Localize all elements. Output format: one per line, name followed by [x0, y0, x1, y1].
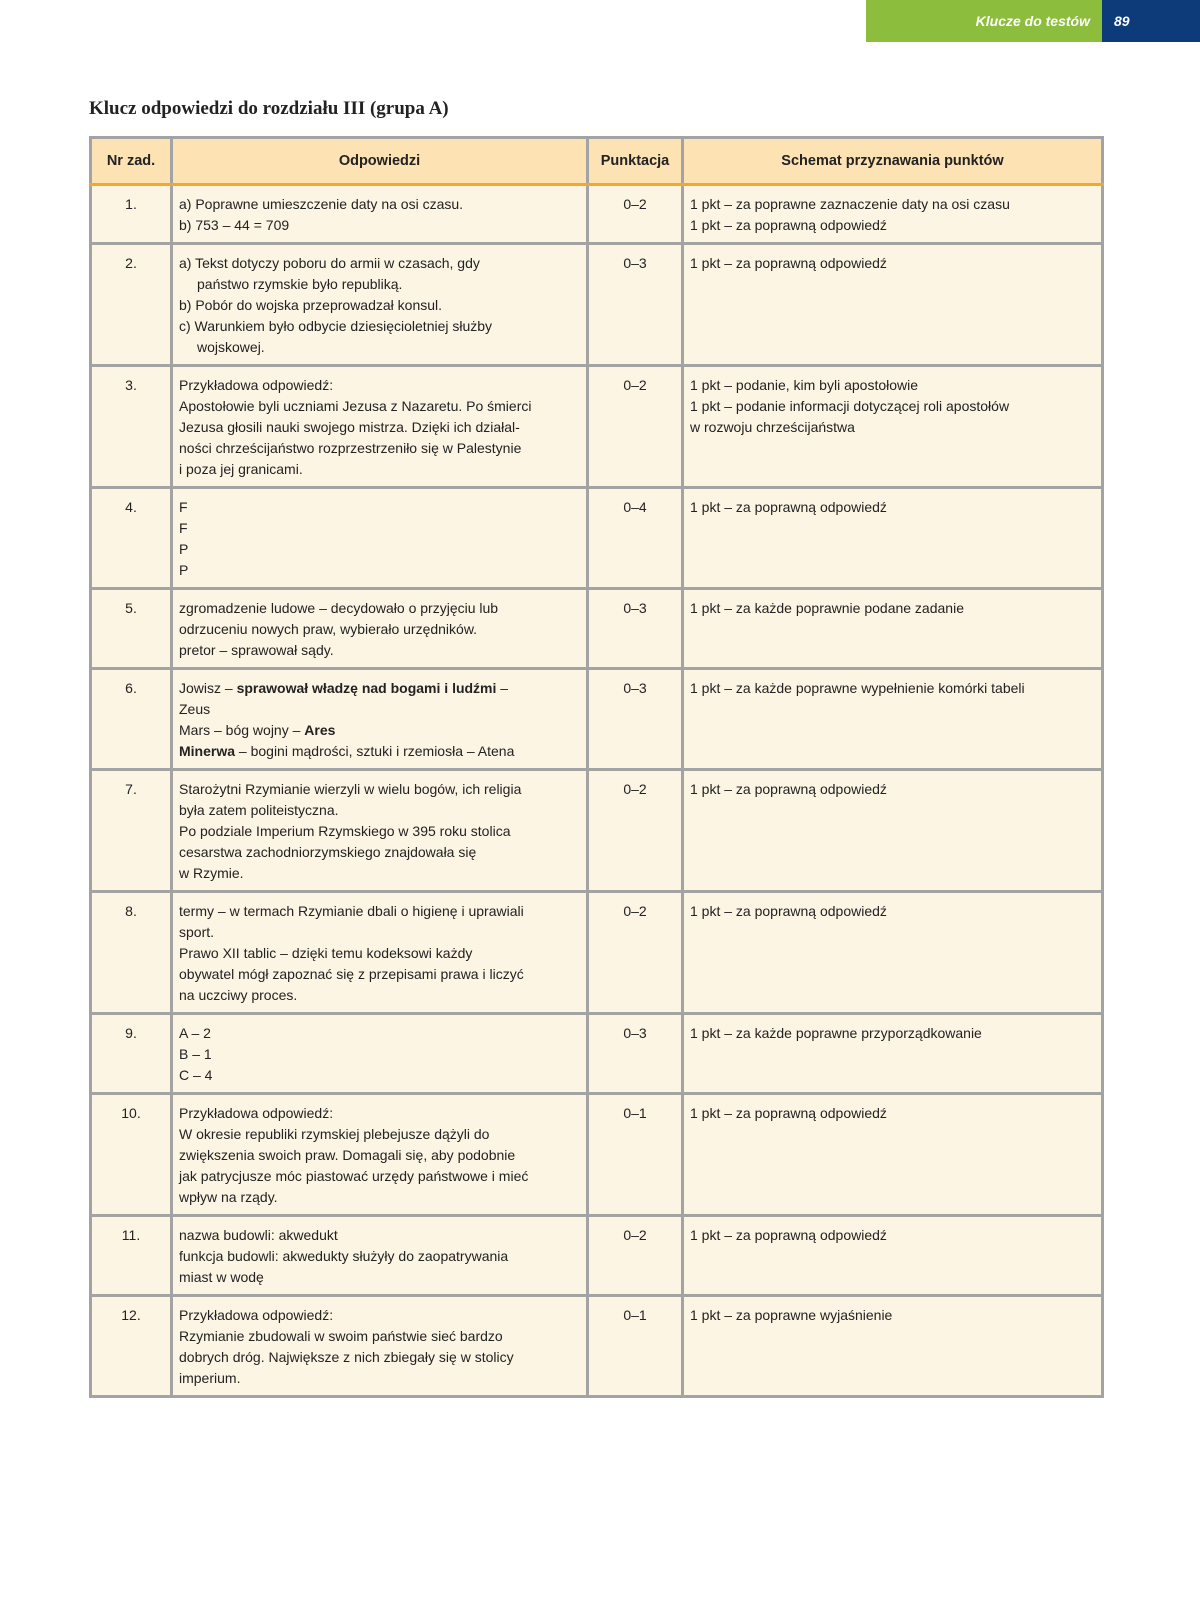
table-row	[91, 488, 1103, 589]
answer-line: C – 4	[179, 1067, 213, 1083]
scoring-cell	[683, 1296, 1103, 1397]
points-range: 0–3	[588, 244, 683, 366]
answer-cell	[172, 1216, 588, 1296]
answer-cell	[172, 366, 588, 488]
answer-line: Przykładowa odpowiedź:	[179, 1105, 334, 1121]
answer-line: P	[179, 562, 189, 578]
answer-line: F	[179, 520, 188, 536]
answer-cell	[172, 892, 588, 1014]
answer-line: wojskowej.	[197, 339, 265, 355]
answer-line: b) 753 – 44 = 709	[179, 217, 290, 233]
points-range: 0–2	[588, 892, 683, 1014]
task-number: 7.	[91, 770, 172, 892]
scoring-cell	[683, 366, 1103, 488]
scoring-cell	[683, 1094, 1103, 1216]
answer-line: Prawo XII tablic – dzięki temu kodeksowi każdy	[179, 945, 473, 961]
answer-line: jak patrycjusze móc piastować urzędy państwowe i mieć	[179, 1168, 529, 1184]
answer-line: Rzymianie zbudowali w swoim państwie sieć bardzo	[179, 1328, 503, 1344]
scoring-line: 1 pkt – za poprawną odpowiedź	[690, 1105, 887, 1121]
scoring-line: 1 pkt – za poprawną odpowiedź	[690, 1227, 887, 1243]
points-range: 0–3	[588, 589, 683, 669]
section-title: Klucze do testów	[866, 0, 1102, 42]
answer-line: i poza jej granicami.	[179, 461, 303, 477]
answer-line: w Rzymie.	[179, 865, 244, 881]
table-row	[91, 1014, 1103, 1094]
task-number: 11.	[91, 1216, 172, 1296]
answer-line: A – 2	[179, 1025, 211, 1041]
task-number: 10.	[91, 1094, 172, 1216]
filled-answer: Minerwa	[179, 743, 236, 759]
answer-line: B – 1	[179, 1046, 212, 1062]
running-header	[866, 0, 1200, 42]
answer-line: na uczciwy proces.	[179, 987, 298, 1003]
scoring-line: 1 pkt – za każde poprawnie podane zadanie	[690, 600, 964, 616]
answer-cell	[172, 185, 588, 244]
answer-line: dobrych dróg. Największe z nich zbiegały się w stolicy	[179, 1349, 514, 1365]
column-header-scoring: Schemat przyznawania punktów	[683, 138, 1103, 185]
answer-line: b) Pobór do wojska przeprowadzał konsul.	[179, 297, 443, 313]
task-number: 4.	[91, 488, 172, 589]
points-range: 0–3	[588, 1014, 683, 1094]
scoring-cell	[683, 892, 1103, 1014]
answer-line: funkcja budowli: akwedukty służyły do zaopatrywania	[179, 1248, 509, 1264]
points-range: 0–2	[588, 366, 683, 488]
filled-answer: Ares	[304, 722, 336, 738]
points-range: 0–4	[588, 488, 683, 589]
answer-line: zwiększenia swoich praw. Domagali się, aby podobnie	[179, 1147, 516, 1163]
task-number: 12.	[91, 1296, 172, 1397]
page-number: 89	[1102, 0, 1200, 42]
points-range: 0–1	[588, 1296, 683, 1397]
scoring-cell	[683, 770, 1103, 892]
answer-cell	[172, 770, 588, 892]
scoring-cell	[683, 669, 1103, 770]
answer-line: a) Tekst dotyczy poboru do armii w czasach, gdy	[179, 255, 480, 271]
task-number: 3.	[91, 366, 172, 488]
answer-line: ności chrześcijaństwo rozprzestrzeniło się w Palestynie	[179, 440, 522, 456]
task-number: 8.	[91, 892, 172, 1014]
answer-line: F	[179, 499, 188, 515]
scoring-line: 1 pkt – za każde poprawne wypełnienie komórki tabeli	[690, 680, 1025, 696]
table-row	[91, 892, 1103, 1014]
table-row	[91, 185, 1103, 244]
answer-line: sport.	[179, 924, 215, 940]
scoring-line: 1 pkt – podanie, kim byli apostołowie	[690, 377, 919, 393]
points-range: 0–2	[588, 185, 683, 244]
answer-line: a) Poprawne umieszczenie daty na osi czasu.	[179, 196, 464, 212]
table-row	[91, 589, 1103, 669]
table-row	[91, 366, 1103, 488]
answer-line: Jezusa głosili nauki swojego mistrza. Dzięki ich działal-	[179, 419, 520, 435]
answer-line: cesarstwa zachodniorzymskiego znajdowała się	[179, 844, 477, 860]
scoring-line: 1 pkt – za poprawną odpowiedź	[690, 903, 887, 919]
answer-line: Przykładowa odpowiedź:	[179, 1307, 334, 1323]
answer-cell	[172, 1296, 588, 1397]
scoring-cell	[683, 244, 1103, 366]
answer-line: P	[179, 541, 189, 557]
answer-line: Zeus	[179, 701, 211, 717]
answer-cell	[172, 1014, 588, 1094]
answer-text: –	[496, 680, 509, 696]
points-range: 0–3	[588, 669, 683, 770]
answer-line: Przykładowa odpowiedź:	[179, 377, 334, 393]
answer-cell	[172, 1094, 588, 1216]
answer-line: Apostołowie byli uczniami Jezusa z Nazaretu. Po śmierci	[179, 398, 532, 414]
task-number: 5.	[91, 589, 172, 669]
scoring-cell	[683, 589, 1103, 669]
answer-text: Mars – bóg wojny –	[179, 722, 305, 738]
answer-line: państwo rzymskie było republiką.	[197, 276, 403, 292]
answer-line: Starożytni Rzymianie wierzyli w wielu bogów, ich religia	[179, 781, 522, 797]
table-header	[91, 138, 1103, 185]
scoring-line: 1 pkt – za poprawną odpowiedź	[690, 781, 887, 797]
task-number: 1.	[91, 185, 172, 244]
answer-line: wpływ na rządy.	[179, 1189, 278, 1205]
scoring-line: 1 pkt – za każde poprawne przyporządkowanie	[690, 1025, 982, 1041]
table-row	[91, 1296, 1103, 1397]
answer-line: imperium.	[179, 1370, 241, 1386]
answer-text: – bogini mądrości, sztuki i rzemiosła – Atena	[235, 743, 515, 759]
column-header-number: Nr zad.	[91, 138, 172, 185]
points-range: 0–2	[588, 1216, 683, 1296]
points-range: 0–1	[588, 1094, 683, 1216]
scoring-line: 1 pkt – za poprawną odpowiedź	[690, 217, 887, 233]
answer-cell	[172, 669, 588, 770]
answer-line: W okresie republiki rzymskiej plebejusze dążyli do	[179, 1126, 490, 1142]
scoring-line: 1 pkt – za poprawną odpowiedź	[690, 499, 887, 515]
answer-line: obywatel mógł zapoznać się z przepisami prawa i liczyć	[179, 966, 524, 982]
scoring-line: 1 pkt – za poprawną odpowiedź	[690, 255, 887, 271]
table-row	[91, 244, 1103, 366]
task-number: 6.	[91, 669, 172, 770]
table-row	[91, 770, 1103, 892]
answer-line: c) Warunkiem było odbycie dziesięcioletniej służby	[179, 318, 493, 334]
filled-answer: sprawował władzę nad bogami i ludźmi	[236, 680, 497, 696]
scoring-line: w rozwoju chrześcijaństwa	[690, 419, 855, 435]
scoring-cell	[683, 185, 1103, 244]
table-row	[91, 1094, 1103, 1216]
answer-line: Po podziale Imperium Rzymskiego w 395 roku stolica	[179, 823, 511, 839]
scoring-line: 1 pkt – podanie informacji dotyczącej roli apostołów	[690, 398, 1010, 414]
scoring-cell	[683, 488, 1103, 589]
answer-line: nazwa budowli: akwedukt	[179, 1227, 338, 1243]
task-number: 2.	[91, 244, 172, 366]
answer-line: odrzuceniu nowych praw, wybierało urzędników.	[179, 621, 478, 637]
scoring-line: 1 pkt – za poprawne zaznaczenie daty na osi czasu	[690, 196, 1010, 212]
answer-key-table	[89, 136, 1104, 1398]
task-number: 9.	[91, 1014, 172, 1094]
answer-cell	[172, 589, 588, 669]
answer-line: zgromadzenie ludowe – decydowało o przyjęciu lub	[179, 600, 499, 616]
answer-line: pretor – sprawował sądy.	[179, 642, 334, 658]
answer-cell	[172, 244, 588, 366]
answer-line	[179, 741, 580, 762]
answer-line: termy – w termach Rzymianie dbali o higienę i uprawiali	[179, 903, 524, 919]
column-header-answers: Odpowiedzi	[172, 138, 588, 185]
page-title: Klucz odpowiedzi do rozdziału III (grupa A)	[89, 98, 449, 119]
answer-text: Jowisz –	[179, 680, 237, 696]
answer-line	[179, 720, 580, 741]
answer-cell	[172, 488, 588, 589]
answer-line: miast w wodę	[179, 1269, 264, 1285]
scoring-cell	[683, 1216, 1103, 1296]
scoring-line: 1 pkt – za poprawne wyjaśnienie	[690, 1307, 893, 1323]
table-row	[91, 669, 1103, 770]
table-row	[91, 1216, 1103, 1296]
answer-line	[179, 678, 580, 699]
column-header-points: Punktacja	[588, 138, 683, 185]
answer-line: była zatem politeistyczna.	[179, 802, 339, 818]
scoring-cell	[683, 1014, 1103, 1094]
points-range: 0–2	[588, 770, 683, 892]
